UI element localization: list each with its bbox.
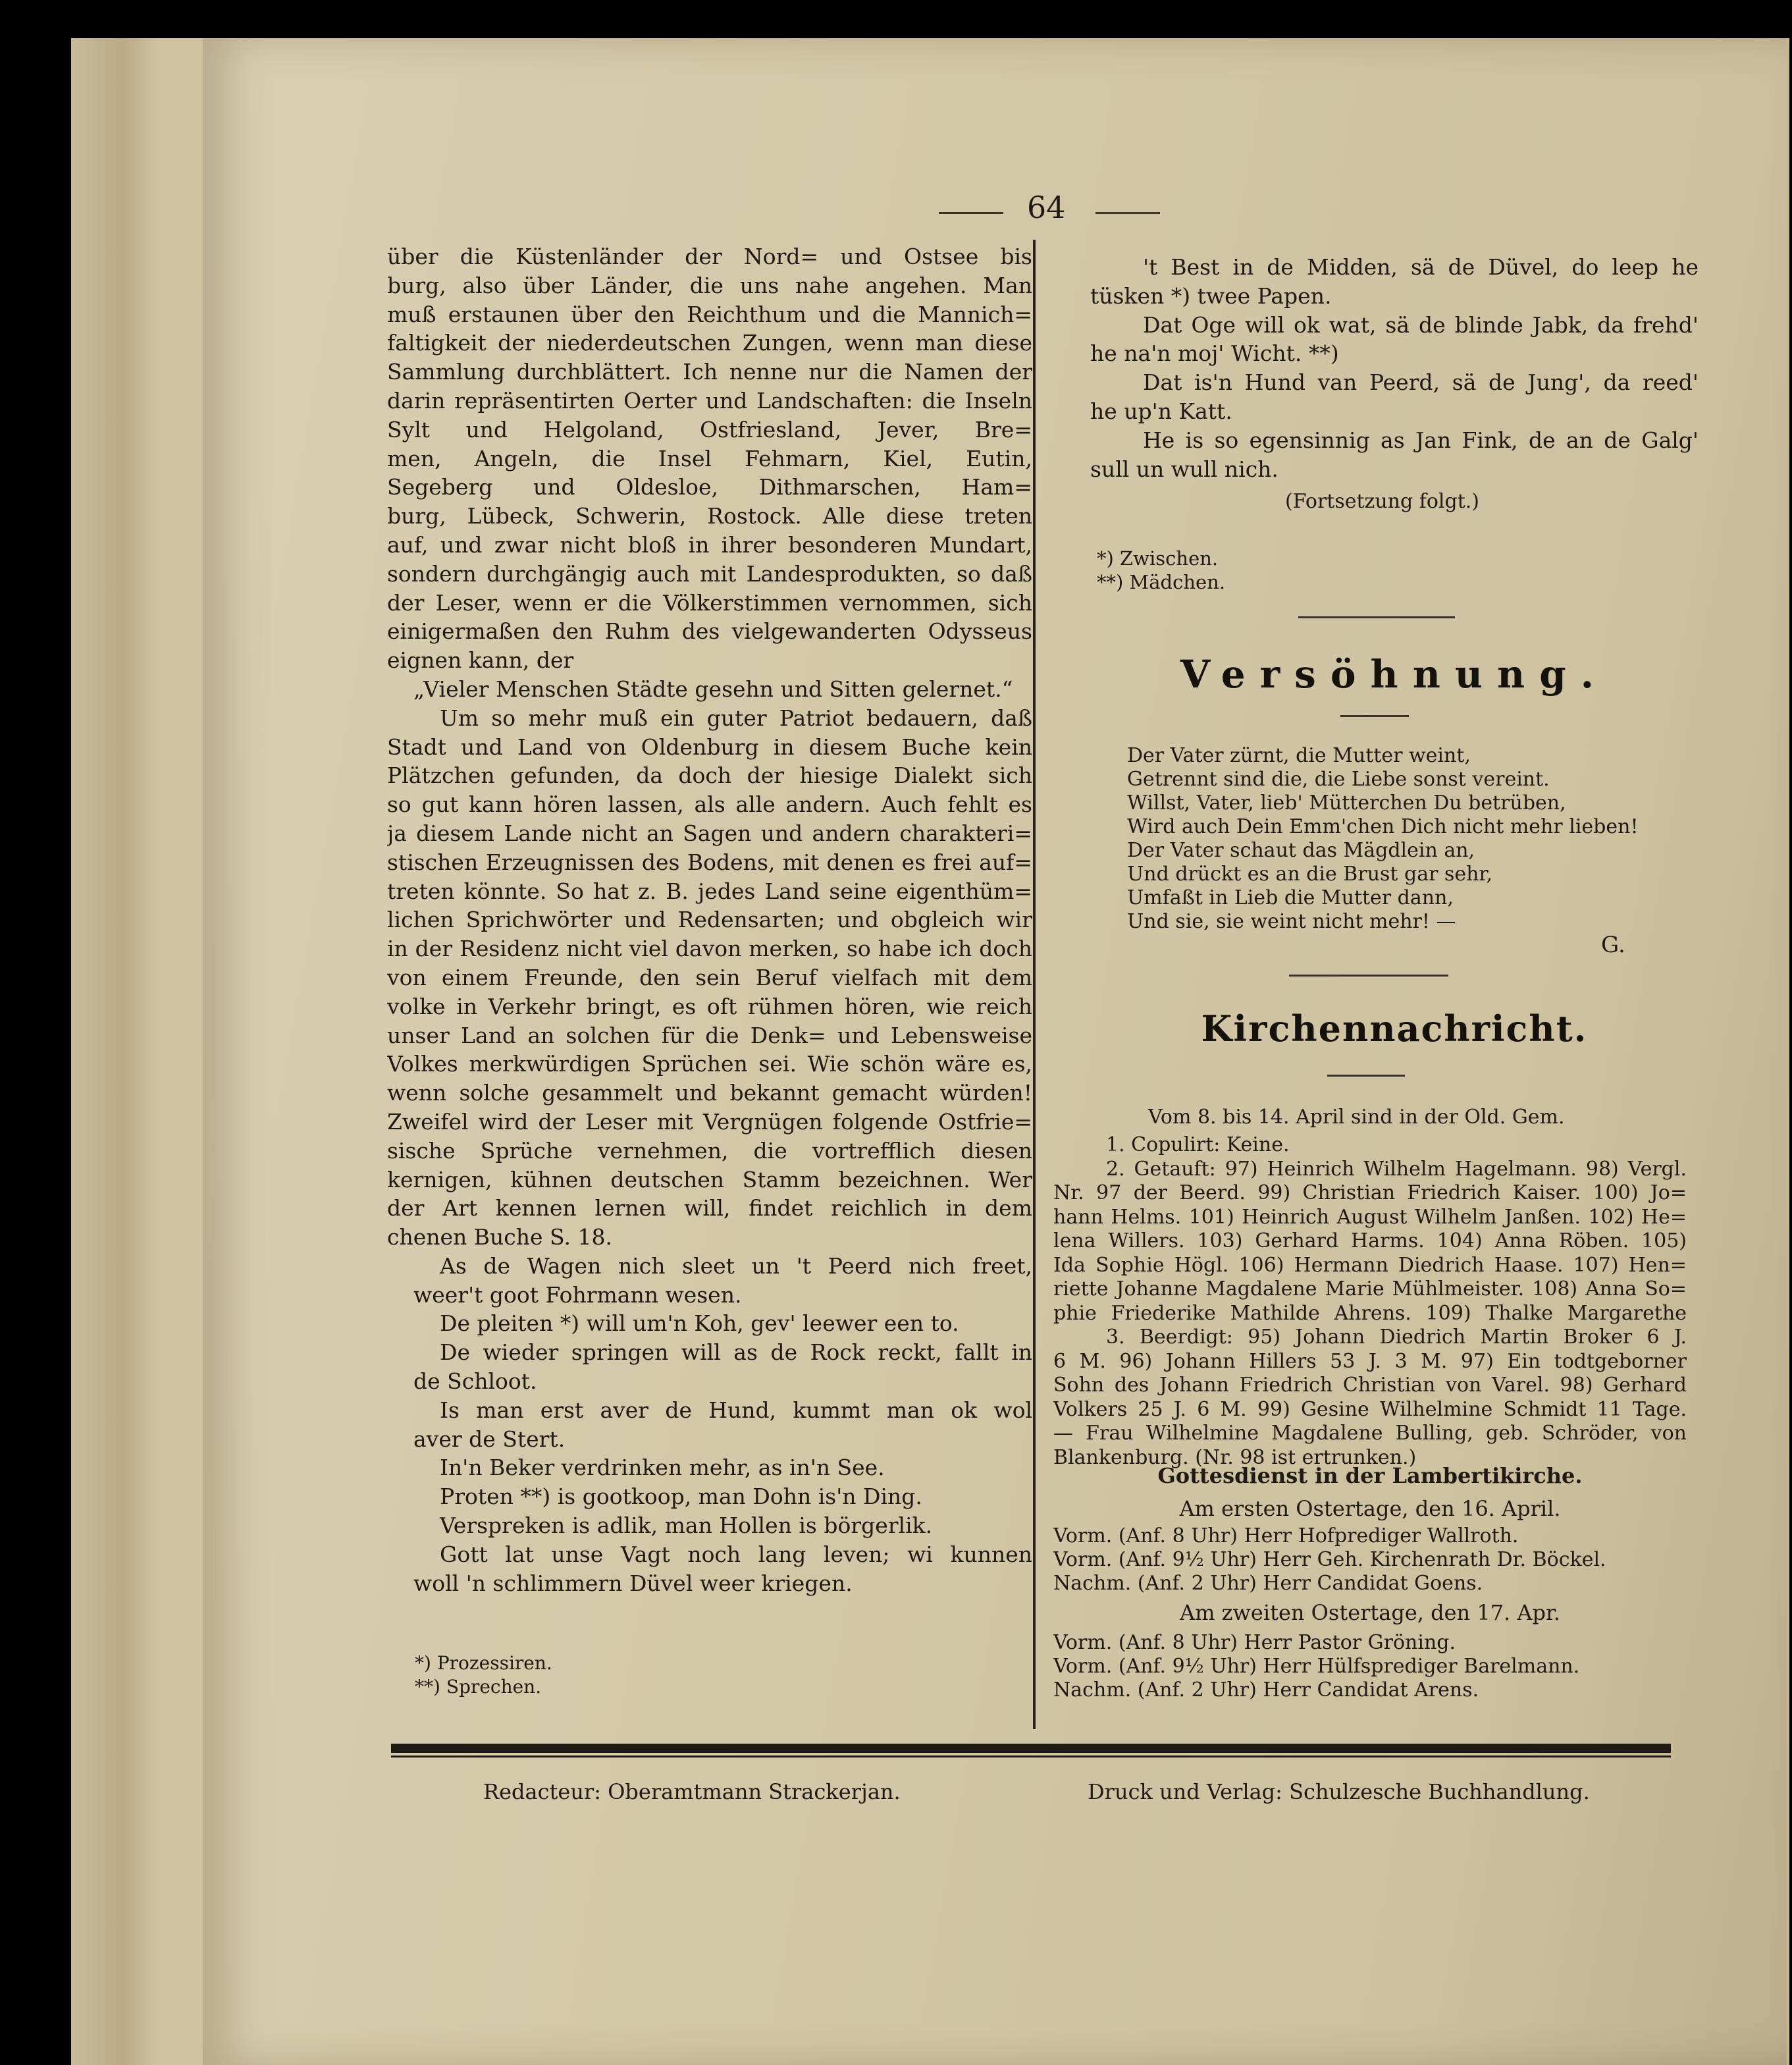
- text-line: darin repräsentirten Oerter und Landschaften: die Inseln: [387, 387, 1032, 414]
- text-line: treten könnte. So hat z. B. jedes Land seine eigenthüm=: [387, 878, 1032, 904]
- service-title: Gottesdienst in der Lambertikirche.: [1157, 1463, 1583, 1488]
- church-records: [1053, 1133, 1687, 1469]
- poem-line: Und drückt es an die Brust gar sehr,: [1127, 863, 1493, 886]
- proverbs-list: [387, 1252, 1032, 1598]
- service-line: Nachm. (Anf. 2 Uhr) Herr Candidat Arens.: [1053, 1678, 1479, 1702]
- paragraph-1: [387, 242, 1032, 675]
- service-day2: Am zweiten Ostertage, den 17. Apr.: [1180, 1600, 1560, 1625]
- text-line: wenn solche gesammelt und bekannt gemacht würden!: [387, 1080, 1032, 1106]
- text-line: Zweifel wird der Leser mit Vergnügen folgende Ostfrie=: [387, 1108, 1032, 1135]
- text-line: Segeberg und Oldesloe, Dithmarschen, Ham=: [387, 474, 1032, 500]
- proverb-line: sull un wull nich.: [1090, 456, 1278, 482]
- church-record-line: phie Friederike Mathilde Ahrens. 109) Thalke Margarethe: [1053, 1301, 1687, 1325]
- proverb-line: tüsken *) twee Papen.: [1090, 282, 1332, 309]
- footer-rule-thin: [391, 1756, 1671, 1757]
- church-record-line: Sohn des Johann Friedrich Christian von Varel. 98) Gerhard: [1053, 1374, 1687, 1397]
- page-number: 64: [1027, 190, 1066, 225]
- text-line: Um so mehr muß ein guter Patriot bedauern, daß: [440, 705, 1032, 731]
- church-record-line: riette Johanne Magdalene Marie Mühlmeister. 108) Anna So=: [1053, 1277, 1687, 1301]
- text-line: der Leser, wenn er die Völkerstimmen vernommen, sich: [387, 589, 1032, 616]
- right-footnotes: [1097, 547, 1225, 594]
- service-day1: Am ersten Ostertage, den 16. April.: [1179, 1496, 1561, 1521]
- proverb-line: Dat is'n Hund van Peerd, sä de Jung', da reed': [1143, 369, 1699, 396]
- text-line: über die Küstenländer der Nord= und Ostsee bis: [387, 244, 1032, 269]
- text-line: burg, also über Länder, die uns nahe angehen. Man: [387, 272, 1032, 298]
- text-line: kernigen, kühnen deutschen Stamm bezeichnen. Wer: [387, 1166, 1032, 1193]
- poem-line: Wird auch Dein Emm'chen Dich nicht mehr lieben!: [1127, 815, 1639, 838]
- church-record-line: Volkers 25 J. 6 M. 99) Gesine Wilhelmine Schmidt 11 Tage.: [1053, 1397, 1687, 1421]
- proverb-line: Dat Oge will ok wat, sä de blinde Jabk, da frehd': [1143, 311, 1699, 338]
- paragraph-2: [387, 704, 1032, 1252]
- proverb-line: In'n Beker verdrinken mehr, as in'n See.: [440, 1455, 885, 1481]
- text-line: auf, und zwar nicht bloß in ihrer besonderen Mundart,: [387, 531, 1032, 558]
- proverb-line: Is man erst aver de Hund, kummt man ok wol: [440, 1397, 1032, 1423]
- proverb-line: de Schloot.: [413, 1368, 537, 1395]
- text-line: muß erstaunen über den Reichthum und die Mannich=: [387, 301, 1032, 327]
- poem-line: Getrennt sind die, die Liebe sonst vereint.: [1127, 768, 1550, 791]
- text-line: von einem Freunde, den sein Beruf vielfach mit dem: [387, 964, 1032, 990]
- poem-title: Versöhnung.: [1180, 652, 1608, 697]
- proverb-line: He is so egensinnig as Jan Fink, de an de Galg': [1143, 427, 1699, 453]
- text-line: volke in Verkehr bringt, es oft rühmen hören, wie reich: [387, 993, 1032, 1019]
- church-record-line: 6 M. 96) Johann Hillers 53 J. 3 M. 97) Ein todtgeborner: [1053, 1349, 1687, 1373]
- proverb-line: 't Best in de Midden, sä de Düvel, do leep he: [1143, 254, 1699, 280]
- poem-author: G.: [1601, 932, 1625, 958]
- proverb-line: Gott lat unse Vagt noch lang leven; wi kunnen: [440, 1541, 1032, 1567]
- poem-title-rule: [1340, 715, 1409, 717]
- column-divider: [1033, 240, 1036, 1729]
- right-column: [1090, 253, 1699, 483]
- service-line: Vorm. (Anf. 8 Uhr) Herr Hofprediger Wallroth.: [1053, 1524, 1519, 1547]
- text-line: unser Land an solchen für die Denk= und Lebensweise: [387, 1022, 1032, 1048]
- church-record-line: 2. Getauft: 97) Heinrich Wilhelm Hagelmann. 98) Vergl.: [1106, 1157, 1687, 1181]
- poem: [1127, 744, 1639, 934]
- left-column: [387, 242, 1032, 1597]
- quote-line: „Vieler Menschen Städte gesehn und Sitten gelernet.“: [413, 676, 1013, 702]
- church-record-line: 1. Copulirt: Keine.: [1106, 1133, 1290, 1156]
- proverb-line: De pleiten *) will um'n Koh, gev' leewer een to.: [440, 1310, 959, 1337]
- proverb-line: De wieder springen will as de Rock reckt, fallt in: [440, 1339, 1032, 1366]
- footnote: **) Mädchen.: [1097, 571, 1226, 593]
- poem-line: Der Vater schaut das Mägdlein an,: [1127, 839, 1475, 862]
- church-record-line: Blankenburg. (Nr. 98 ist ertrunken.): [1053, 1445, 1417, 1469]
- footnote: *) Prozessiren.: [415, 1652, 552, 1674]
- text-line: sische Sprüche vernehmen, die vortrefflich diesen: [387, 1137, 1032, 1164]
- section-rule: [1289, 975, 1448, 977]
- text-line: burg, Lübeck, Schwerin, Rostock. Alle diese treten: [387, 503, 1032, 529]
- footnote: **) Sprechen.: [415, 1676, 542, 1698]
- church-record-line: Nr. 97 der Beerd. 99) Christian Friedrich Kaiser. 100) Jo=: [1053, 1181, 1687, 1204]
- poem-line: Umfaßt in Lieb die Mutter dann,: [1127, 886, 1454, 909]
- text-line: der Art kennen lernen will, findet reichlich in dem: [387, 1195, 1032, 1221]
- service-day1-list: [1053, 1524, 1606, 1595]
- church-record-line: hann Helms. 101) Heinrich August Wilhelm Janßen. 102) He=: [1053, 1205, 1687, 1229]
- poem-line: Der Vater zürnt, die Mutter weint,: [1127, 744, 1471, 767]
- poem-line: Und sie, sie weint nicht mehr! —: [1127, 910, 1456, 933]
- church-intro: Vom 8. bis 14. April sind in der Old. Gem.: [1148, 1106, 1565, 1129]
- header-dash-left: [939, 212, 1003, 214]
- left-footnotes: [415, 1651, 552, 1699]
- footer-rule-thick: [391, 1744, 1671, 1753]
- proverb-line: weer't goot Fohrmann wesen.: [413, 1281, 742, 1308]
- section-rule: [1298, 616, 1455, 618]
- service-line: Vorm. (Anf. 9½ Uhr) Herr Hülfsprediger Barelmann.: [1053, 1655, 1580, 1678]
- text-line: chenen Buche S. 18.: [387, 1224, 612, 1250]
- text-line: Plätzchen gefunden, da doch der hiesige Dialekt sich: [387, 763, 1032, 789]
- service-line: Vorm. (Anf. 9½ Uhr) Herr Geh. Kirchenrath Dr. Böckel.: [1053, 1548, 1606, 1571]
- text-line: Stadt und Land von Oldenburg in diesem Buche kein: [387, 734, 1032, 760]
- church-record-line: 3. Beerdigt: 95) Johann Diedrich Martin Broker 6 J.: [1106, 1326, 1687, 1349]
- church-record-line: — Frau Wilhelmine Magdalene Bulling, geb. Schröder, von: [1053, 1422, 1687, 1445]
- text-line: men, Angeln, die Insel Fehmarn, Kiel, Eutin,: [387, 445, 1032, 471]
- text-line: stischen Erzeugnissen des Bodens, mit denen es frei auf=: [387, 849, 1032, 875]
- proverb-line: woll 'n schlimmern Düvel weer kriegen.: [413, 1570, 853, 1596]
- text-line: lichen Sprichwörter und Redensarten; und obgleich wir: [387, 907, 1032, 933]
- church-record-line: lena Willers. 103) Gerhard Harms. 104) Anna Röben. 105): [1053, 1229, 1687, 1252]
- footnote: *) Zwischen.: [1097, 547, 1219, 570]
- text-line: in der Residenz nicht viel davon merken, so habe ich doch: [387, 936, 1032, 962]
- service-day2-list: [1053, 1630, 1579, 1702]
- text-line: Volkes merkwürdigen Sprüchen sei. Wie schön wäre es,: [387, 1051, 1032, 1077]
- proverb-line: Proten **) is gootkoop, man Dohn is'n Ding.: [440, 1484, 922, 1510]
- service-line: Vorm. (Anf. 8 Uhr) Herr Pastor Gröning.: [1053, 1631, 1456, 1654]
- proverb-line: aver de Stert.: [413, 1426, 566, 1452]
- text-line: Sylt und Helgoland, Ostfriesland, Jever, Bre=: [387, 416, 1032, 443]
- proverb-line: As de Wagen nich sleet un 't Peerd nich freet,: [440, 1252, 1032, 1279]
- proverb-line: he up'n Katt.: [1090, 398, 1232, 424]
- proverb-line: Verspreken is adlik, man Hollen is börgerlik.: [440, 1513, 933, 1539]
- text-line: ja diesem Lande nicht an Sagen und andern charakteri=: [387, 820, 1032, 846]
- church-title-rule: [1327, 1075, 1405, 1077]
- header-dash-right: [1095, 212, 1160, 214]
- text-line: Sammlung durchblättert. Ich nenne nur die Namen der: [387, 359, 1032, 385]
- continuation-note: (Fortsetzung folgt.): [1285, 490, 1479, 513]
- church-news-title: Kirchennachricht.: [1201, 1007, 1588, 1050]
- service-line: Nachm. (Anf. 2 Uhr) Herr Candidat Goens.: [1053, 1572, 1483, 1595]
- proverb-line: he na'n moj' Wicht. **): [1090, 340, 1339, 367]
- footer-publisher: Druck und Verlag: Schulzesche Buchhandlung.: [1088, 1779, 1590, 1804]
- church-record-line: Ida Sophie Högl. 106) Hermann Diedrich Haase. 107) Hen=: [1053, 1253, 1687, 1277]
- footer-editor: Redacteur: Oberamtmann Strackerjan.: [483, 1779, 901, 1804]
- proverbs-continued: [1090, 253, 1699, 483]
- text-line: faltigkeit der niederdeutschen Zungen, wenn man diese: [387, 330, 1032, 356]
- text-line: sondern durchgängig auch mit Landesprodukten, so daß: [387, 560, 1032, 587]
- text-line: so gut kann hören lassen, als alle andern. Auch fehlt es: [387, 791, 1032, 818]
- poem-line: Willst, Vater, lieb' Mütterchen Du betrüben,: [1127, 791, 1566, 815]
- text-line: einigermaßen den Ruhm des vielgewanderten Odysseus: [387, 618, 1032, 645]
- text-line: eignen kann, der: [387, 647, 574, 674]
